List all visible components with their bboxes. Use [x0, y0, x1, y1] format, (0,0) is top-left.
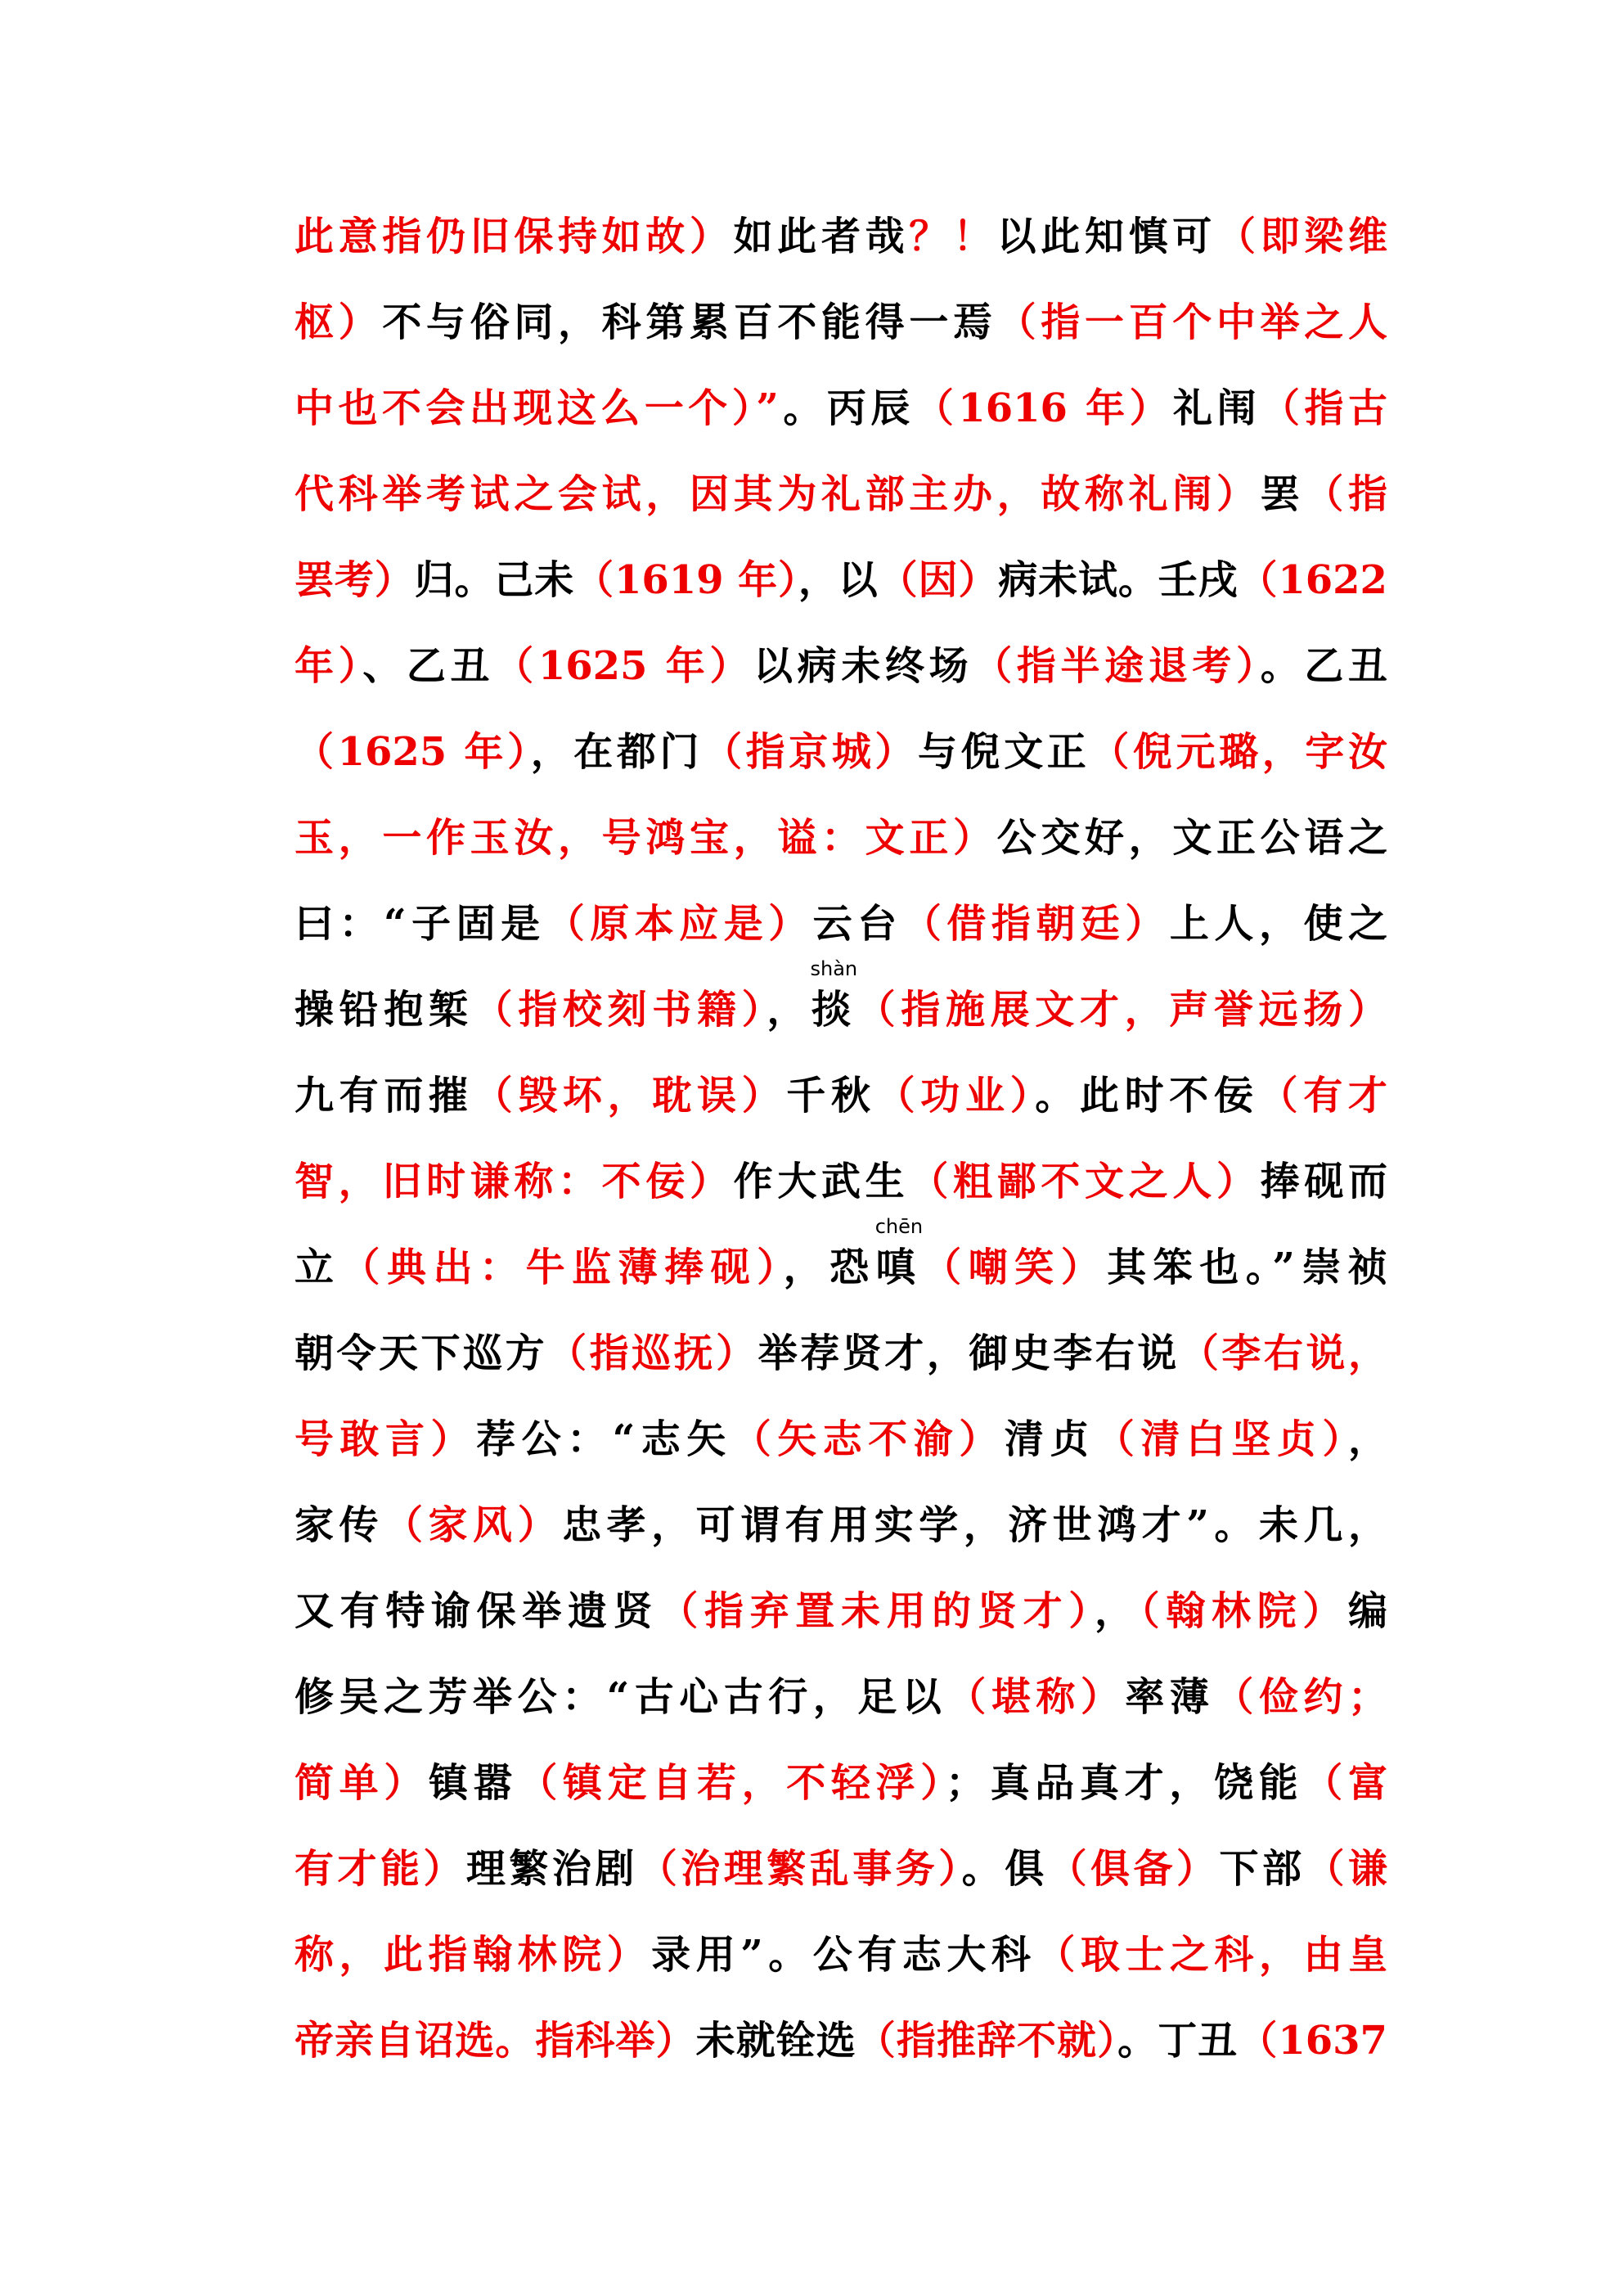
text-line [294, 1912, 1387, 1998]
body-text: 以此知慎可 [996, 214, 1216, 259]
body-text: 。乙丑 [1260, 643, 1387, 689]
annotation-text: （1637 [1238, 2018, 1387, 2064]
annotation-text: （指施展文才，声誉远扬） [856, 987, 1387, 1033]
body-text: ；真品真才，饶能 [945, 1760, 1304, 1806]
annotation-text: （原本应是） [545, 901, 813, 947]
body-text: 上人，使之 [1169, 901, 1387, 947]
text-line [294, 881, 1387, 967]
annotation-text: （功业） [875, 1073, 1036, 1119]
annotation-text: （指一百个中举之人 [996, 299, 1387, 345]
body-text: 。此时不佞 [1035, 1073, 1259, 1119]
annotation-text: ？！ [909, 214, 997, 259]
text-line [294, 1654, 1387, 1740]
body-text: 。丙辰 [778, 385, 915, 431]
body-text: 云台 [812, 901, 902, 947]
annotation-text: （清白坚贞） [1095, 1416, 1348, 1462]
body-text: 嗔 [875, 1245, 923, 1290]
body-text: 病未试。壬戌 [998, 557, 1239, 603]
text-line [294, 1826, 1387, 1912]
body-text: 修吴之芳举公：“古心古行，足以 [294, 1674, 947, 1720]
body-text: 家传 [294, 1502, 384, 1548]
text-line [294, 194, 1387, 280]
body-text: 朝令天下巡方 [294, 1330, 548, 1376]
annotation-text: 年） [294, 643, 363, 689]
text-line [294, 452, 1387, 538]
body-text: 如此者哉 [733, 214, 910, 259]
annotation-text: 号敢言） [294, 1416, 477, 1462]
text-line [294, 366, 1387, 452]
annotation-text: （指古 [1261, 385, 1387, 431]
annotation-text: 中也不会出现这么一个）” [294, 385, 779, 431]
annotation-text: （谦 [1305, 1846, 1387, 1892]
pinyin-annotation: chēn [874, 1215, 924, 1238]
annotation-text: 玉，一作玉汝，号鸿宝，谥：文正） [294, 815, 997, 861]
annotation-text: （翰林院） [1140, 1588, 1348, 1634]
body-text: 立 [294, 1245, 341, 1290]
body-text: 举荐贤才，御史李右说 [758, 1330, 1180, 1376]
annotation-text: （借指朝廷） [901, 901, 1170, 947]
body-text: 操铅抱椠 [294, 987, 474, 1033]
annotation-text: 简单） [294, 1760, 429, 1806]
body-text: 下部 [1219, 1846, 1306, 1892]
body-text: 九有而摧 [294, 1073, 474, 1119]
text-line [294, 1215, 1387, 1311]
annotated-character [810, 957, 858, 1033]
body-text: 捧砚而 [1260, 1159, 1387, 1204]
annotation-text: 罢考） [294, 557, 415, 603]
annotation-text: 帝亲自诏选。指科举） [294, 2018, 696, 2064]
annotation-text: （因） [878, 557, 999, 603]
body-text: ， [1094, 1588, 1140, 1634]
body-text: 归。己未 [414, 557, 575, 603]
annotation-text: （1619 年） [574, 557, 798, 603]
annotation-text: （倪元璐，字汝 [1090, 729, 1387, 775]
body-text: 不与俗同，科第累百不能得一焉 [382, 299, 997, 345]
text-line [294, 957, 1387, 1053]
annotation-text: （指弃置未用的贤才） [659, 1588, 1095, 1634]
text-line [294, 624, 1387, 709]
body-text: 。俱 [961, 1846, 1048, 1892]
text-line [294, 280, 1387, 366]
annotation-text: （指 [1304, 471, 1387, 517]
body-text: ， [1347, 1416, 1387, 1462]
body-text: ，以 [798, 557, 879, 603]
annotation-text: 有才能） [294, 1846, 466, 1892]
annotation-text: （1622 [1238, 557, 1387, 603]
annotation-text: （指巡抚） [547, 1330, 758, 1376]
annotation-text: （堪称） [946, 1674, 1126, 1720]
body-text: 编 [1347, 1588, 1387, 1634]
body-text: 未就铨选 [695, 2018, 856, 2064]
body-text: 录用”。公有志大科 [651, 1932, 1036, 1978]
annotation-text: （1616 年） [914, 385, 1174, 431]
text-line [294, 1998, 1387, 2084]
text-line [294, 1053, 1387, 1139]
body-text: 忠孝，可谓有用实学，济世鸿才”。未几， [562, 1502, 1387, 1548]
annotation-text: （1625 年） [494, 643, 754, 689]
annotation-text: （家风） [384, 1502, 563, 1548]
body-text: ， [767, 987, 812, 1033]
text-line [294, 1139, 1387, 1225]
body-text: 清贞 [1004, 1416, 1095, 1462]
annotation-text: 称，此指翰林院） [294, 1932, 652, 1978]
annotation-text: （1625 年） [294, 729, 531, 775]
annotation-text: 枢） [294, 299, 383, 345]
annotation-text: （指半途退考） [973, 643, 1261, 689]
body-text: 作大武生 [733, 1159, 910, 1204]
annotation-text: （典出：牛监薄捧砚） [340, 1245, 784, 1290]
annotation-text: （有才 [1258, 1073, 1387, 1119]
annotation-text: （治理繁乱事务） [637, 1846, 962, 1892]
annotation-text: （俱备） [1047, 1846, 1220, 1892]
annotation-text: （指推辞不就） [856, 2018, 1118, 2064]
annotation-text: （取士之科，由皇 [1036, 1932, 1387, 1978]
body-text: 荐公：“志矢 [476, 1416, 732, 1462]
annotation-text: （镇定自若，不轻浮） [518, 1760, 946, 1806]
body-text: 、乙丑 [362, 643, 495, 689]
body-text: 与倪文正 [918, 729, 1090, 775]
document-body [294, 194, 1387, 2084]
annotation-text: 此意指仍旧保持如故） [294, 214, 734, 259]
text-line [294, 1569, 1387, 1654]
annotation-text: 智，旧时谦称：不佞） [294, 1159, 734, 1204]
body-text: 曰：“子固是 [294, 901, 546, 947]
body-text: 掞 [811, 987, 856, 1033]
annotation-text: （指京城） [703, 729, 919, 775]
body-text: 。丁丑 [1117, 2018, 1239, 2064]
pinyin-annotation: shàn [810, 957, 858, 980]
annotation-text: （矢志不渝） [731, 1416, 1005, 1462]
body-text: 又有特谕保举遗贤 [294, 1588, 659, 1634]
annotation-text: （即梁维 [1216, 214, 1387, 259]
body-text: 公交好，文正公语之 [996, 815, 1387, 861]
body-text: ，恐 [783, 1245, 876, 1290]
body-text: 其笨也。”崇祯 [1107, 1245, 1387, 1290]
text-line [294, 538, 1387, 624]
body-text: ，在都门 [530, 729, 704, 775]
body-text: 率薄 [1125, 1674, 1215, 1720]
text-line [294, 795, 1387, 881]
annotation-text: （富 [1303, 1760, 1387, 1806]
text-line [294, 1740, 1387, 1826]
annotation-text: （指校刻书籍） [473, 987, 767, 1033]
annotation-text: 代科举考试之会试，因其为礼部主办，故称礼闱） [294, 471, 1261, 517]
annotation-text: （毁坏，耽误） [473, 1073, 787, 1119]
text-line [294, 1397, 1387, 1483]
annotated-character [874, 1215, 924, 1290]
body-text: 礼闱 [1173, 385, 1261, 431]
text-line [294, 1311, 1387, 1397]
annotation-text: （粗鄙不文之人） [909, 1159, 1261, 1204]
body-text: 罢 [1260, 471, 1305, 517]
annotation-text: （嘲笑） [922, 1245, 1108, 1290]
body-text: 千秋 [786, 1073, 876, 1119]
body-text: 理繁治剧 [465, 1846, 638, 1892]
body-text: 镇嚣 [429, 1760, 519, 1806]
annotation-text: （李右说， [1179, 1330, 1387, 1376]
text-line [294, 1483, 1387, 1569]
text-line [294, 709, 1387, 795]
body-text: 以病未终场 [753, 643, 973, 689]
annotation-text: （俭约； [1214, 1674, 1387, 1720]
